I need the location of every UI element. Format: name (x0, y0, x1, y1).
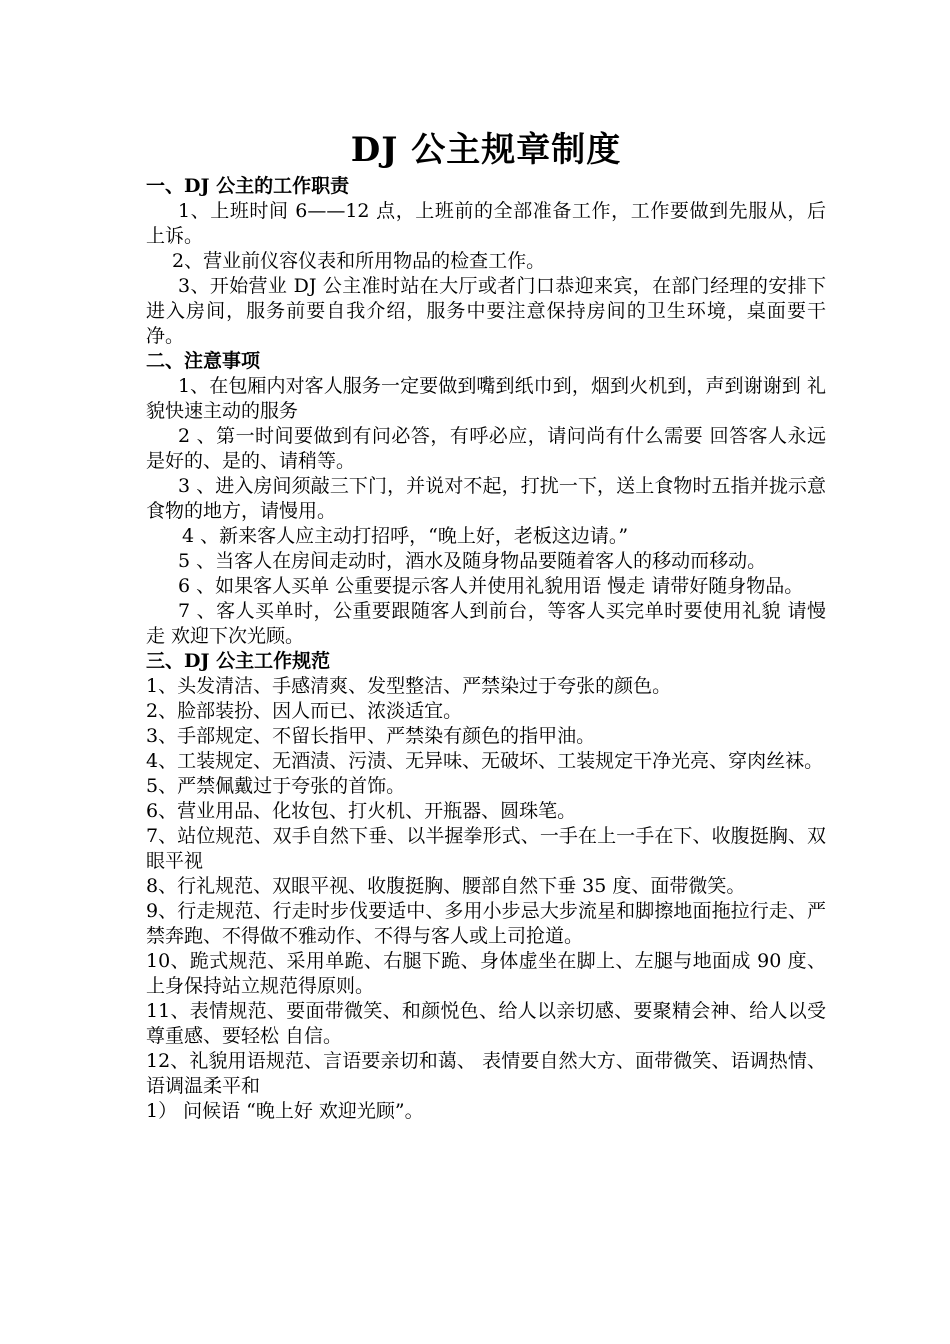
list-item: 12、礼貌用语规范、言语要亲切和蔼、 表情要自然大方、面带微笑、语调热情、语调温柔平和 (146, 1050, 826, 1097)
list-item: 1） 问候语 “晚上好 欢迎光顾”。 (146, 1100, 424, 1122)
list-item: 5、严禁佩戴过于夸张的首饰。 (146, 775, 406, 797)
section-notes (146, 349, 826, 649)
list-item: 9、行走规范、行走时步伐要适中、多用小步忌大步流星和脚擦地面拖拉行走、严禁奔跑、不得做不雅动作、不得与客人或上司抢道。 (146, 900, 826, 947)
paragraph: 2 、第一时间要做到有问必答，有呼必应，请问尚有什么需要 回答客人永远是好的、是的、请稍等。 (146, 425, 826, 472)
list-item: 2、脸部装扮、因人而已、浓淡适宜。 (146, 700, 463, 722)
section-heading: 一、DJ 公主的工作职责 (146, 175, 350, 197)
list-item: 7、站位规范、双手自然下垂、以半握拳形式、一手在上一手在下、收腹挺胸、双眼平视 (146, 825, 826, 872)
paragraph: 3 、进入房间须敲三下门，并说对不起，打扰一下，送上食物时五指并拢示意食物的地方，请慢用。 (146, 475, 826, 522)
paragraph: 6 、如果客人买单 公重要提示客人并使用礼貌用语 慢走 请带好随身物品。 (178, 575, 804, 597)
list-item: 8、行礼规范、双眼平视、收腹挺胸、腰部自然下垂 35 度、面带微笑。 (146, 875, 746, 897)
section-duties (146, 174, 826, 349)
list-item: 4、工装规定、无酒渍、污渍、无异味、无破坏、工装规定干净光亮、穿肉丝袜。 (146, 750, 824, 772)
paragraph: 4 、新来客人应主动打招呼，“晚上好，老板这边请。” (182, 525, 629, 547)
paragraph: 3、开始营业 DJ 公主准时站在大厅或者门口恭迎来宾，在部门经理的安排下进入房间，服务前要自我介绍，服务中要注意保持房间的卫生环境，桌面要干净。 (146, 275, 826, 347)
list-item: 3、手部规定、不留长指甲、严禁染有颜色的指甲油。 (146, 725, 596, 747)
document-title: DJ 公主规章制度 (350, 130, 622, 170)
section-heading: 二、注意事项 (146, 350, 261, 372)
list-item: 1、头发清洁、手感清爽、发型整洁、严禁染过于夸张的颜色。 (146, 675, 672, 697)
paragraph: 1、上班时间 6——12 点，上班前的全部准备工作，工作要做到先服从，后上诉。 (146, 200, 826, 247)
document-page (146, 128, 826, 1124)
paragraph: 2、营业前仪容仪表和所用物品的检查工作。 (172, 250, 546, 272)
paragraph: 5 、当客人在房间走动时，酒水及随身物品要随着客人的移动而移动。 (178, 550, 767, 572)
list-item: 10、跪式规范、采用单跪、右腿下跪、身体虚坐在脚上、左腿与地面成 90 度、上身保持站立规范得原则。 (146, 950, 826, 997)
list-item: 11、表情规范、要面带微笑、和颜悦色、给人以亲切感、要聚精会神、给人以受尊重感、要轻松 自信。 (146, 1000, 826, 1047)
paragraph: 1、在包厢内对客人服务一定要做到嘴到纸巾到，烟到火机到，声到谢谢到 礼貌快速主动的服务 (146, 375, 826, 422)
section-heading: 三、DJ 公主工作规范 (146, 650, 331, 672)
section-standards (146, 649, 826, 1124)
list-item: 6、营业用品、化妆包、打火机、开瓶器、圆珠笔。 (146, 800, 577, 822)
paragraph: 7 、客人买单时，公重要跟随客人到前台，等客人买完单时要使用礼貌 请慢走 欢迎下次光顾。 (146, 600, 826, 647)
